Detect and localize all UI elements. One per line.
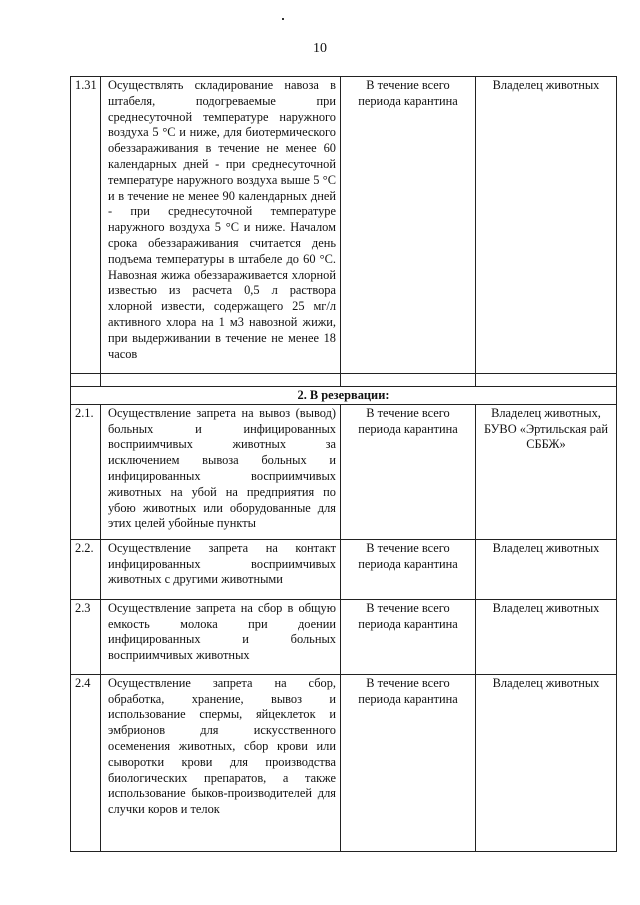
measure-period: В течение всего периода карантина: [341, 674, 476, 851]
measure-responsible: Владелец животных: [476, 674, 617, 851]
measure-responsible: Владелец животных: [476, 77, 617, 374]
measure-period: В течение всего периода карантина: [341, 599, 476, 674]
measure-description: Осуществление запрета на контакт инфицированных восприимчивых животных с другими животными: [101, 539, 341, 599]
table-row: [71, 404, 617, 539]
measure-responsible: Владелец животных: [476, 599, 617, 674]
measures-table: [70, 76, 617, 852]
measure-responsible: Владелец животных: [476, 539, 617, 599]
row-number: 2.1.: [71, 404, 101, 539]
separator-row: [71, 374, 617, 387]
measure-description: Осуществление запрета на сбор, обработка, хранение, вывоз и использование спермы, яйцеклеток и эмбрионов для искусственного осеменения животных, сбор крови или сыворотки крови для производства биологических препаратов, а также использование быков-производителей для случки коров и телок: [101, 674, 341, 851]
section-header-row: [71, 387, 617, 405]
measure-period: В течение всего периода карантина: [341, 539, 476, 599]
row-number: 2.4: [71, 674, 101, 851]
row-number: 2.3: [71, 599, 101, 674]
scan-speck: [282, 18, 284, 20]
row-number: 1.31: [71, 77, 101, 374]
measure-responsible: Владелец животных, БУВО «Эртильская рай СББЖ»: [476, 404, 617, 539]
table-row: [71, 599, 617, 674]
measure-description: Осуществление запрета на сбор в общую емкость молока при доении инфицированных и больных восприимчивых животных: [101, 599, 341, 674]
row-number: 2.2.: [71, 539, 101, 599]
table-row: [71, 77, 617, 374]
measure-period: В течение всего периода карантина: [341, 404, 476, 539]
table-row: [71, 674, 617, 851]
page-number: 10: [313, 41, 327, 56]
measure-period: В течение всего периода карантина: [341, 77, 476, 374]
measure-description: Осуществлять складирование навоза в штабеля, подогреваемые при среднесуточной температуре наружного воздуха 5 °С и ниже, для биотермического обеззараживания в течение не менее 60 календарных дней - при среднесуточной температуре наружного воздуха выше 5 °С и в течение не менее 90 календарных дней - при среднесуточной температуре наружного воздуха 5 °С и ниже. Началом срока обеззараживания считается день подъема температуры в штабеле до 60 °С. Навозная жижа обеззараживается хлорной известью из расчета 0,5 л раствора хлорной извести, содержащего 25 мг/л активного хлора на 1 м3 навозной жижи, при выдерживании в течение не менее 18 часов: [101, 77, 341, 374]
section-title: 2. В резервации:: [71, 387, 617, 405]
measure-description: Осуществление запрета на вывоз (вывод) больных и инфицированных восприимчивых животных за исключением вывоза больных и инфицированных восприимчивых животных на убой на предприятия по убою животных или оборудованные для этих целей убойные пункты: [101, 404, 341, 539]
table-row: [71, 539, 617, 599]
